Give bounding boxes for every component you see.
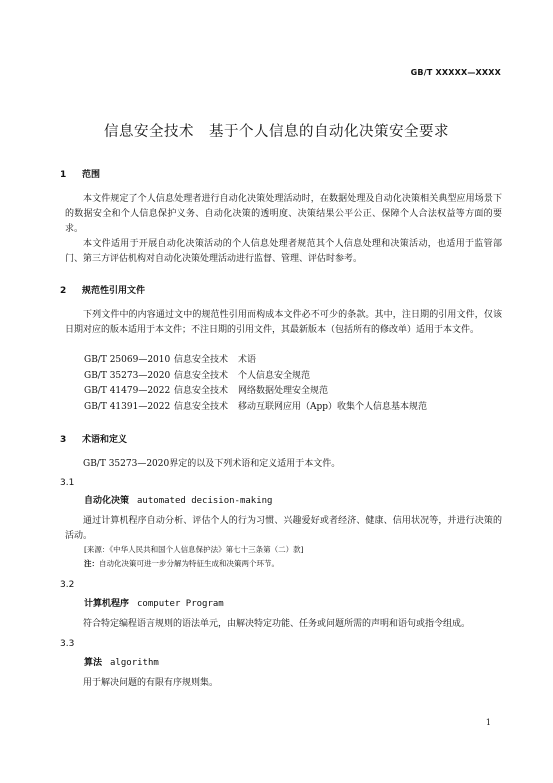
reference-title: 网络数据处理安全规范 — [238, 386, 329, 396]
section-number: 3 — [60, 435, 67, 445]
reference-item — [84, 353, 427, 369]
reference-title-prefix: 信息安全技术 — [174, 401, 229, 412]
reference-item — [84, 400, 427, 416]
section-2-heading — [60, 283, 145, 296]
section-2-paragraph-1: 下列文件中的内容通过文中的规范性引用而构成本文件必不可少的条款。其中，注日期的引用文件，仅该日期对应的版本适用于本文件；不注日期的引用文件，其最新版本（包括所有的修改单）适用于本文件。 — [65, 310, 502, 335]
clause-number: 3.3 — [60, 639, 75, 649]
term-en: automated decision-making — [137, 496, 273, 506]
reference-code: GB/T 35273—2020 — [84, 370, 171, 381]
term-zh: 自动化决策 — [84, 496, 130, 506]
term-note — [84, 558, 279, 570]
reference-title: 术语 — [238, 355, 257, 365]
term-entry — [84, 493, 272, 506]
section-1-paragraph-2: 本文件适用于开展自动化决策活动的个人信息处理者规范其个人信息处理和决策活动，也适用于监管部门、第三方评估机构对自动化决策处理活动进行监督、管理、评估时参考。 — [65, 239, 502, 264]
reference-item — [84, 384, 427, 400]
section-1-paragraph-1: 本文件规定了个人信息处理者进行自动化决策处理活动时，在数据处理及自动化决策相关典型应用场景下的数据安全和个人信息保护义务、自动化决策的透明度、决策结果公平公正、保障个人合法权益等方面的要求。 — [65, 194, 502, 234]
term-zh: 计算机程序 — [84, 599, 130, 609]
section-number: 1 — [60, 170, 67, 180]
page-number: 1 — [485, 718, 491, 727]
reference-code: GB/T 41479—2022 — [84, 386, 171, 396]
note-label: 注： — [84, 559, 99, 568]
reference-title: 移动互联网应用（App）收集个人信息基本规范 — [238, 401, 428, 412]
reference-item — [84, 369, 427, 385]
term-zh: 算法 — [84, 658, 103, 668]
section-1-heading — [60, 167, 100, 180]
term-definition: 用于解决问题的有限有序规则集。 — [83, 678, 219, 688]
reference-title: 个人信息安全规范 — [238, 370, 311, 381]
term-en: algorithm — [110, 658, 159, 668]
term-definition: 通过计算机程序自动分析、评估个人的行为习惯、兴趣爱好或者经济、健康、信用状况等，并进行决策的活动。 — [65, 516, 502, 541]
section-number: 2 — [60, 286, 67, 296]
term-definition: 符合特定编程语言规则的语法单元，由解决特定功能、任务或问题所需的声明和语句或指令组成。 — [83, 619, 471, 629]
term-entry — [84, 655, 159, 668]
clause-number: 3.2 — [60, 580, 75, 590]
reference-list — [84, 353, 427, 415]
standard-code: GB/T XXXXX—XXXX — [410, 68, 501, 77]
document-title: 信息安全技术 基于个人信息的自动化决策安全要求 — [104, 124, 449, 140]
reference-code: GB/T 25069—2010 — [84, 355, 171, 365]
section-title: 术语和定义 — [82, 435, 128, 445]
reference-title-prefix: 信息安全技术 — [174, 386, 229, 396]
reference-title-prefix: 信息安全技术 — [174, 355, 229, 365]
section-3-heading — [60, 432, 127, 445]
reference-title-prefix: 信息安全技术 — [174, 370, 229, 381]
term-en: computer Program — [137, 599, 224, 609]
section-title: 范围 — [82, 170, 101, 180]
reference-code: GB/T 41391—2022 — [84, 401, 171, 412]
clause-number: 3.1 — [60, 478, 75, 488]
section-3-paragraph-1: GB/T 35273—2020界定的以及下列术语和定义适用于本文件。 — [83, 459, 341, 469]
term-source: [来源：《中华人民共和国个人信息保护法》第七十三条第（二）款] — [84, 545, 304, 554]
section-title: 规范性引用文件 — [82, 286, 146, 296]
note-text: 自动化决策可进一步分解为特征生成和决策两个环节。 — [99, 559, 279, 568]
term-entry — [84, 596, 224, 609]
